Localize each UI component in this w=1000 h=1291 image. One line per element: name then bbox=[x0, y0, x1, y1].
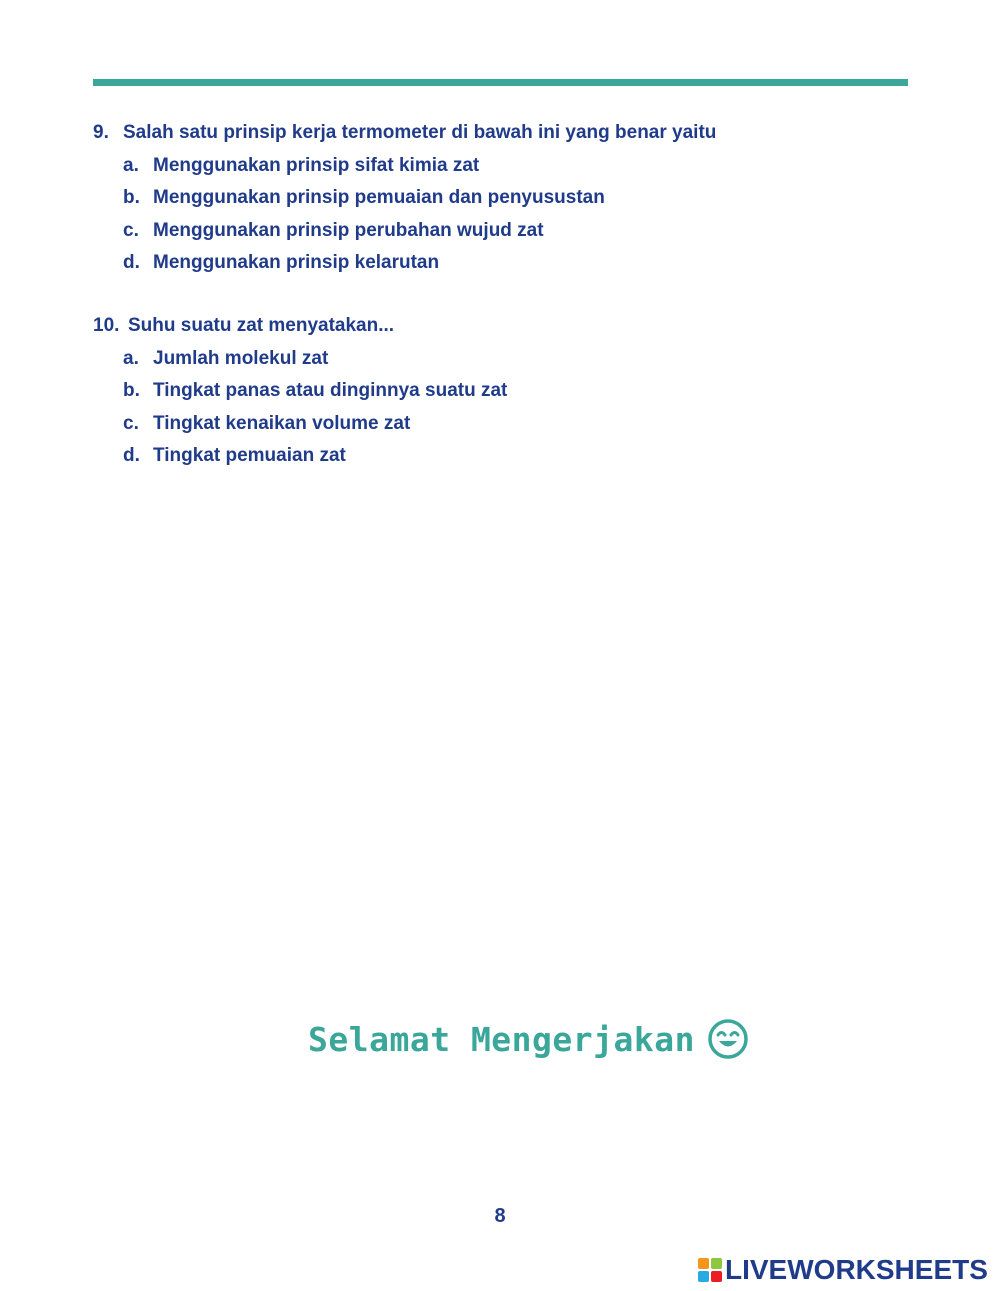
liveworksheets-brand[interactable] bbox=[697, 1256, 988, 1284]
option-a[interactable] bbox=[93, 150, 716, 183]
question-text: Salah satu prinsip kerja termometer di bawah ini yang benar yaitu bbox=[123, 122, 717, 143]
option-c[interactable] bbox=[93, 408, 507, 441]
option-text: Menggunakan prinsip pemuaian dan penyusustan bbox=[153, 187, 605, 208]
option-letter: a. bbox=[123, 154, 139, 176]
option-letter: c. bbox=[123, 219, 139, 241]
closing-text: Selamat Mengerjakan bbox=[308, 1019, 695, 1059]
option-letter: d. bbox=[123, 445, 140, 466]
top-divider bbox=[93, 79, 908, 86]
page-number: 8 bbox=[494, 1205, 506, 1227]
option-text: Menggunakan prinsip kelarutan bbox=[153, 252, 440, 273]
option-letter: a. bbox=[123, 347, 139, 369]
option-b[interactable] bbox=[93, 375, 507, 408]
option-letter: c. bbox=[123, 412, 139, 434]
smiley-icon bbox=[707, 1018, 749, 1060]
question-stem bbox=[93, 117, 716, 150]
option-text: Tingkat pemuaian zat bbox=[153, 445, 346, 466]
option-text: Jumlah molekul zat bbox=[153, 347, 329, 369]
option-text: Menggunakan prinsip sifat kimia zat bbox=[153, 154, 480, 176]
option-c[interactable] bbox=[93, 215, 716, 248]
option-text: Menggunakan prinsip perubahan wujud zat bbox=[153, 219, 544, 241]
question-number: 9. bbox=[93, 122, 109, 143]
question-10 bbox=[93, 310, 507, 473]
liveworksheets-logo-icon bbox=[697, 1257, 723, 1283]
closing-message bbox=[308, 1018, 749, 1060]
option-text: Tingkat kenaikan volume zat bbox=[153, 412, 411, 434]
option-letter: d. bbox=[123, 252, 140, 273]
question-text: Suhu suatu zat menyatakan... bbox=[128, 315, 395, 336]
option-letter: b. bbox=[123, 187, 140, 208]
brand-text: LIVEWORKSHEETS bbox=[725, 1254, 988, 1285]
option-letter: b. bbox=[123, 380, 140, 401]
option-a[interactable] bbox=[93, 343, 507, 376]
option-d[interactable] bbox=[93, 440, 507, 473]
option-text: Tingkat panas atau dinginnya suatu zat bbox=[153, 380, 508, 401]
question-number: 10. bbox=[93, 315, 120, 336]
option-b[interactable] bbox=[93, 182, 716, 215]
option-d[interactable] bbox=[93, 247, 716, 280]
question-stem bbox=[93, 310, 507, 343]
question-9 bbox=[93, 117, 716, 280]
